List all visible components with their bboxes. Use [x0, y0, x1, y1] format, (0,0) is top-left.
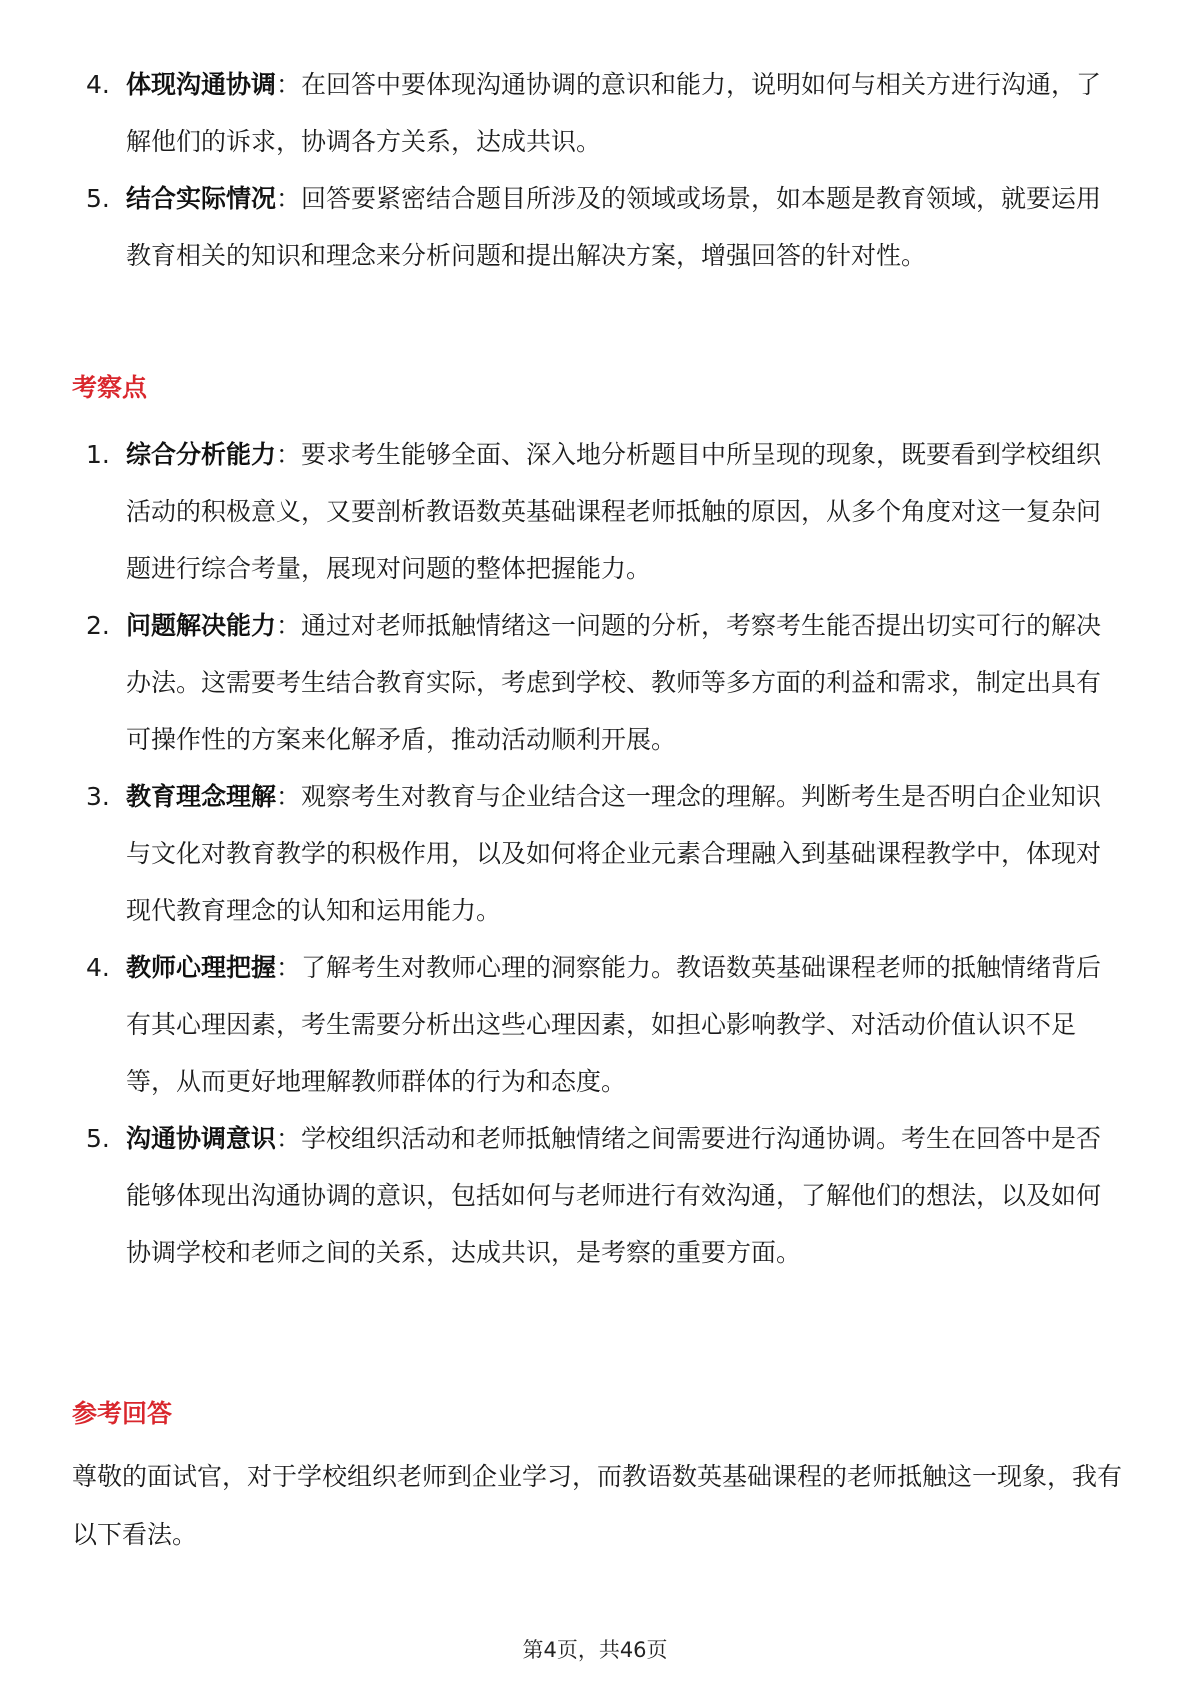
item-separator: ： [276, 611, 302, 640]
item-separator: ： [276, 440, 302, 469]
reference-answer-paragraph: 尊敬的面试官，对于学校组织老师到企业学习，而教语数英基础课程的老师抵触这一现象，我有以下看法。 [72, 1462, 1123, 1549]
item-text: 要求考生能够全面、深入地分析题目中所呈现的现象，既要看到学校组织活动的积极意义，又要剖析教语数英基础课程老师抵触的原因，从多个角度对这一复杂问题进行综合考量，展现对问题的整体把握能力。 [126, 440, 1102, 583]
item-term: 问题解决能力 [126, 611, 277, 640]
item-number: 5. [86, 184, 110, 213]
item-term: 沟通协调意识 [126, 1124, 277, 1153]
item-text: 了解考生对教师心理的洞察能力。教语数英基础课程老师的抵触情绪背后有其心理因素，考生需要分析出这些心理因素，如担心影响教学、对活动价值认识不足等，从而更好地理解教师群体的行为和态度。 [126, 953, 1102, 1096]
item-separator: ： [276, 782, 302, 811]
kaocha-numbered-list [72, 426, 1122, 1281]
item-term: 体现沟通协调 [126, 70, 277, 99]
item-text: 回答要紧密结合题目所涉及的领域或场景，如本题是教育领域，就要运用教育相关的知识和理念来分析问题和提出解决方案，增强回答的针对性。 [126, 184, 1102, 270]
item-text: 通过对老师抵触情绪这一问题的分析，考察考生能否提出切实可行的解决办法。这需要考生结合教育实际，考虑到学校、教师等多方面的利益和需求，制定出具有可操作性的方案来化解矛盾，推动活动顺利开展。 [126, 611, 1102, 754]
list-item [72, 426, 1122, 597]
item-separator: ： [276, 953, 302, 982]
list-item [72, 597, 1122, 768]
item-term: 结合实际情况 [126, 184, 277, 213]
item-number: 4. [86, 70, 110, 99]
item-separator: ： [276, 1124, 302, 1153]
list-item [72, 768, 1122, 939]
item-separator: ： [276, 70, 302, 99]
list-item [72, 1110, 1122, 1281]
top-numbered-list [72, 56, 1122, 284]
item-term: 教育理念理解 [126, 782, 277, 811]
list-item [72, 170, 1122, 284]
section-heading-cankao: 参考回答 [72, 1399, 173, 1428]
list-item [72, 939, 1122, 1110]
item-text: 观察考生对教育与企业结合这一理念的理解。判断考生是否明白企业知识与文化对教育教学的积极作用，以及如何将企业元素合理融入到基础课程教学中，体现对现代教育理念的认知和运用能力。 [126, 782, 1102, 925]
item-term: 教师心理把握 [126, 953, 277, 982]
item-text: 学校组织活动和老师抵触情绪之间需要进行沟通协调。考生在回答中是否能够体现出沟通协调的意识，包括如何与老师进行有效沟通，了解他们的想法，以及如何协调学校和老师之间的关系，达成共识，是考察的重要方面。 [126, 1124, 1102, 1267]
item-text: 在回答中要体现沟通协调的意识和能力，说明如何与相关方进行沟通，了解他们的诉求，协调各方关系，达成共识。 [126, 70, 1102, 156]
item-number: 1. [86, 440, 110, 469]
item-number: 2. [86, 611, 110, 640]
page-footer: 第4页，共46页 [522, 1638, 668, 1662]
item-number: 4. [86, 953, 110, 982]
item-number: 5. [86, 1124, 110, 1153]
item-separator: ： [276, 184, 302, 213]
item-number: 3. [86, 782, 110, 811]
item-term: 综合分析能力 [126, 440, 277, 469]
section-heading-kaocha: 考察点 [72, 373, 148, 402]
list-item [72, 56, 1122, 170]
